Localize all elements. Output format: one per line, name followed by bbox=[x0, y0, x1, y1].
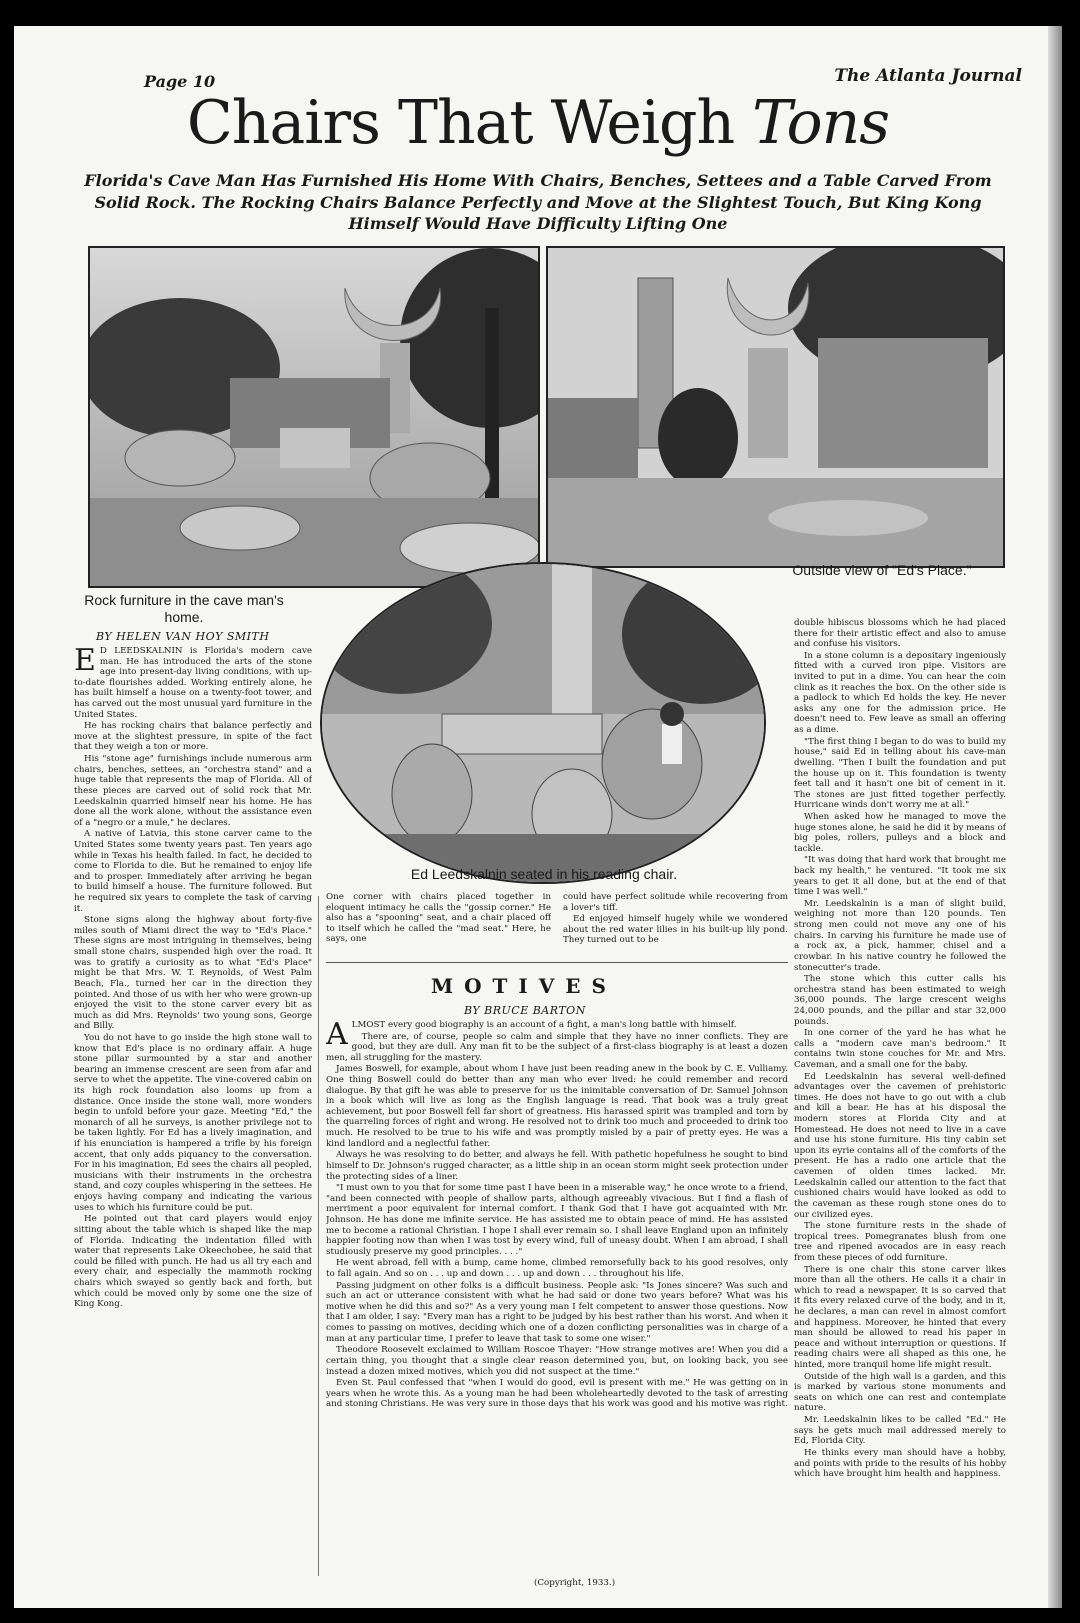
article-col3-body bbox=[563, 892, 788, 946]
article-column-2 bbox=[326, 892, 551, 958]
newspaper-name: The Atlanta Journal bbox=[834, 66, 1022, 86]
paragraph: The stone furniture rests in the shade of tropical trees. Pomegranates blush from one tree and ripened avocados are in easy reach from these pieces of odd furniture. bbox=[794, 1221, 1006, 1263]
photo-reading-chair bbox=[320, 562, 766, 884]
reading-chair-image bbox=[322, 564, 764, 882]
paragraph: Always he was resolving to do better, and always he fell. With pathetic hopefulness he sought to bind himself to Dr. Johnson's rugged character, as a little ship in an ocean storm might seek protection under the protecting sides of a liner. bbox=[326, 1150, 788, 1182]
newspaper-page bbox=[14, 26, 1062, 1608]
article-col2-body bbox=[326, 892, 551, 945]
paragraph: In a stone column is a depositary ingeniously fitted with a curved iron pipe. Visitors are invited to put in a dime. You can hear the coin clink as it reaches the box. On the other side is a padlock to which Ed holds the key. He never asks any one for the admission price. He doesn't need to. Few leave as small an offering as a dime. bbox=[794, 650, 1006, 736]
motives-drop-cap: A bbox=[326, 1020, 348, 1052]
motives-rule bbox=[326, 962, 788, 963]
outside-view-image bbox=[548, 248, 1003, 566]
paragraph: Outside of the high wall is a garden, and this is marked by various stone monuments and seats on which one can rest and contemplate nature. bbox=[794, 1371, 1006, 1414]
motives-paras bbox=[326, 1020, 788, 1410]
paragraph: Mr. Leedskalnin is a man of slight build, weighing not more than 120 pounds. Ten strong men could not move any one of his chairs. In carving his furniture he made use of a rock ax, a pick, hammer, chisel and a crowbar. In his native country he followed the stonecutter's trade. bbox=[794, 898, 1006, 973]
subheadline: Florida's Cave Man Has Furnished His Home With Chairs, Benches, Settees and a Table Carved From Solid Rock. The Rocking Chairs Balance Perfectly and Move at the Slightest Touch, But King Kong Himself Would Have Difficulty Lifting One bbox=[84, 171, 992, 234]
paragraph: There is one chair this stone carver likes more than all the others. He calls it a chair in which to read a newspaper. It is so carved that it fits every relaxed curve of the body, and in it, he declares, a man can revel in almost comfort and happiness. Moreover, he hinted that every man should be allowed to read his paper in peace and without interruption or questions. If reading chairs were all shaped as this one, he hinted, more tranquil home life might result. bbox=[794, 1264, 1006, 1371]
caption-reading-chair: Ed Leedskalnin seated in his reading chair. bbox=[410, 866, 678, 882]
paragraph: He has rocking chairs that balance perfectly and move at the slightest pressure, in spite of the fact that they weigh a ton or more. bbox=[74, 721, 312, 753]
paragraph: He went abroad, fell with a bump, came home, climbed remorsefully back to his good resolves, only to fall again. And so on . . . up and down . . . up and down . . . throughout his life. bbox=[326, 1258, 788, 1280]
page-edge bbox=[1048, 26, 1062, 1608]
paragraph: LMOST every good biography is an account of a fight, a man's long battle with himself. bbox=[351, 1020, 737, 1030]
paragraph: Even St. Paul confessed that "when I would do good, evil is present with me." He was getting on in years when he wrote this. As a young man he had been wholeheartedly devoted to the task of arresting and stoning Christians. He was very sure in those days that his work was good and his motive was right. bbox=[326, 1378, 788, 1410]
paragraph: In one corner of the yard he has what he calls a "modern cave man's bedroom." It contains twin stone couches for Mr. and Mrs. Caveman, and a small one for the baby. bbox=[794, 1028, 1006, 1070]
paragraph: Stone signs along the highway about forty-five miles south of Miami direct the way to "Ed's Place." These signs are most intriguing in themselves, being small stone chairs, suspended high over the road. It was to gratify a curiosity as to what "Ed's Place" might be that Mrs. W. T. Reynolds, of West Palm Beach, Fla., turned her car in the direction they pointed. And those of us with her who were grown-up enjoyed the visit to the stone carver every bit as much as did Mrs. Reynolds' two young sons, George and Billy. bbox=[74, 915, 312, 1032]
caption-rock-furniture: Rock furniture in the cave man's home. bbox=[84, 592, 284, 625]
motives-byline: BY BRUCE BARTON bbox=[464, 1004, 586, 1017]
article-col4-body bbox=[794, 618, 1006, 1480]
caption-outside-view: Outside view of "Ed's Place." bbox=[792, 562, 972, 578]
paragraph: There are, of course, people so calm and simple that they have no inner conflicts. They are good, but they are dull. Any man fit to be the subject of a first-class biography is at least a dozen men, all struggling for the mastery. bbox=[326, 1031, 788, 1063]
paragraph: Passing judgment on other folks is a difficult business. People ask: "Is Jones sincere? Was such and such an act or utterance consistent with what he had said or done two years before? What was his motive when he did this and so?" As a very young man I felt competent to answer those questions. Now that I am older, I say: "Every man has a right to be judged by his best rather than his worst. And when it comes to passing on motives, deciding which one of a dozen conflicting personalities was in charge of a man at any particular time, I prefer to leave that task to some one wiser." bbox=[326, 1280, 788, 1344]
photo-outside-view bbox=[546, 246, 1005, 568]
paragraph: Theodore Roosevelt exclaimed to William Roscoe Thayer: "How strange motives are! When you did a certain thing, you thought that a single clear reason determined you, but, on looking back, you see instead a dozen mixed motives, which you did not suspect at the time." bbox=[326, 1345, 788, 1377]
photo-rock-furniture bbox=[88, 246, 540, 588]
paragraph: One corner with chairs placed together in eloquent intimacy he calls the "gossip corner." He also has a "spooning" seat, and a chair placed off to itself which he called the "mad seat." Here, he says, one bbox=[326, 892, 551, 945]
paragraph: D LEEDSKALNIN is Florida's modern cave man. He has introduced the arts of the stone age into present-day living conditions, with up-to-date flourishes added. Working entirely alone, he has built himself a house on a twenty-foot tower, and has carved out the most unusual yard furniture in the United States. bbox=[74, 646, 312, 720]
paragraph: could have perfect solitude while recovering from a lover's tiff. bbox=[563, 892, 788, 913]
paragraph: He thinks every man should have a hobby, and points with pride to the results of his hobby which have brought him health and happiness. bbox=[794, 1447, 1006, 1480]
paragraph: When asked how he managed to move the huge stones alone, he said he did it by means of big poles, rollers, pulleys and a block and tackle. bbox=[794, 811, 1006, 854]
article-column-1 bbox=[74, 646, 312, 1596]
paragraph: The stone which this cutter calls his orchestra stand has been estimated to weigh 36,000 pounds. The large crescent weighs 24,000 pounds, and the pillar and star 32,000 pounds. bbox=[794, 974, 1006, 1027]
paragraph: He pointed out that card players would enjoy sitting about the table which is shaped like the map of Florida. Indicating the indentation filled with water that represents Lake Okeechobee, he said that could be filled with punch. He had us all try each and every chair, and especially the mammoth rocking chairs which swayed so gently back and forth, but which could be moved only by some one the size of King Kong. bbox=[74, 1214, 312, 1310]
paragraph: Ed Leedskalnin has several well-defined advantages over the cavemen of prehistoric times. He does not have to go out with a club and kill a bear. He has at his disposal the modern stores at Florida City and at Homestead. He does not need to live in a cave and use his stone furniture. His tiny cabin set upon its eyrie contains all of the comforts of the present. He has a radio one article that the cavemen of olden times lacked. Mr. Leedskalnin called our attention to the fact that cushioned chairs would have looked as odd to the caveman as these rough stone ones do to our civilized eyes. bbox=[794, 1071, 1006, 1220]
paragraph: His "stone age" furnishings include numerous arm chairs, benches, settees, an "orchestra stand" and a huge table that represents the map of Florida. All of these pieces are carved out of solid rock that Mr. Leedskalnin quarried himself near his home. He has done all the work alone, without the assistance even of a "negro or a mule," he declares. bbox=[74, 754, 312, 828]
motives-title: MOTIVES bbox=[430, 974, 617, 998]
paragraph: A native of Latvia, this stone carver came to the United States some twenty years past. Ten years ago while in Texas his health failed. In fact, he decided to come to Florida to die. But he remained to enjoy life and to prosper. Immediately after arriving he began to build himself a house. The furniture followed. But he required six years to complete the task of carving it. bbox=[74, 829, 312, 914]
headline-main: Chairs That Weigh bbox=[186, 88, 735, 158]
copyright: (Copyright, 1933.) bbox=[534, 1578, 616, 1588]
paragraph: "It was doing that hard work that brought me back my health," he ventured. "It took me six years to get it all done, but at the end of that time I was well." bbox=[794, 855, 1006, 898]
paragraph: Mr. Leedskalnin likes to be called "Ed." He says he gets much mail addressed merely to Ed, Florida City. bbox=[794, 1415, 1006, 1447]
column-rule bbox=[318, 896, 319, 1576]
rock-furniture-image bbox=[90, 248, 538, 586]
article-column-3 bbox=[563, 892, 788, 958]
article-byline: BY HELEN VAN HOY SMITH bbox=[96, 630, 270, 643]
headline-italic: Tons bbox=[752, 88, 890, 158]
paragraph: Ed enjoyed himself hugely while we wondered about the red water lilies in his built-up lily pond. They turned out to be bbox=[563, 914, 788, 946]
paragraph: double hibiscus blossoms which he had placed there for their artistic effect and also to amuse and confuse his visitors. bbox=[794, 618, 1006, 650]
article-col1-body bbox=[74, 646, 312, 1310]
paragraph: "I must own to you that for some time past I have been in a miserable way," he once wrote to a friend, "and been connected with people of shallow parts, although agreeably vivacious. But I find a flash of merriment a poor equivalent for internal comfort. I thank God that I have got acquainted with Mr. Johnson. He has done me infinite service. He has assisted me to obtain peace of mind. He has assisted me to become a rational Christian. I hope I shall ever remain so. I shall leave England upon an infinitely happier footing now than when I was tost by every wind, full of uneasy doubt. When I am abroad, I shall studiously preserve my good principles. . . ." bbox=[326, 1183, 788, 1257]
paragraph: "The first thing I began to do was to build my house," said Ed in telling about his cave-man dwelling. "Then I built the foundation and put the house up on it. This foundation is twenty feet tall and it hasn't one bit of cement in it. The stones are just fitted together perfectly. Hurricane winds don't worry me at all." bbox=[794, 736, 1006, 811]
paragraph: James Boswell, for example, about whom I have just been reading anew in the book by C. E. Vulliamy. One thing Boswell could do better than any man who ever lived: he could remember and record dialogue. By that gift he was able to preserve for us the inimitable conversation of Dr. Samuel Johnson in a book which will live as long as the English language is read. That book was a truly great achievement, but poor Boswell fell far short of greatness. His harassed spirit was trampled and torn by the quarreling forces of right and wrong. He resolved not to drink too much and proceeded to drink too much. He resolved to be true to his wife and was promptly misled by a pair of pretty eyes. He was a kind landlord and a neglectful father. bbox=[326, 1064, 788, 1149]
headline bbox=[14, 88, 1062, 158]
paragraph: You do not have to go inside the high stone wall to know that Ed's place is no ordinary affair. A huge stone pillar surmounted by a star and another bearing an immense crescent are seen from afar and serve to whet the appetite. The vine-covered cabin on its high rock foundation also looms up from a distance. Once inside the stone wall, more wonders begin to unfold before your gaze. Meeting "Ed," the monarch of all he surveys, is another privilege not to be taken lightly. For Ed has a lively imagination, and if his enunciation is hampered a trifle by his foreign accent, that only adds piquancy to the conversation. For in his imagination, Ed sees the chairs all peopled, musicians with their instruments in the orchestra stand, and cozy couples whispering in the settees. He enjoys having company and indicating the various uses to which his furniture could be put. bbox=[74, 1032, 312, 1213]
article-column-4 bbox=[794, 618, 1006, 1598]
motives-body bbox=[326, 1020, 788, 1572]
article-drop-cap: E bbox=[74, 646, 96, 678]
page-number: Page 10 bbox=[144, 72, 216, 91]
